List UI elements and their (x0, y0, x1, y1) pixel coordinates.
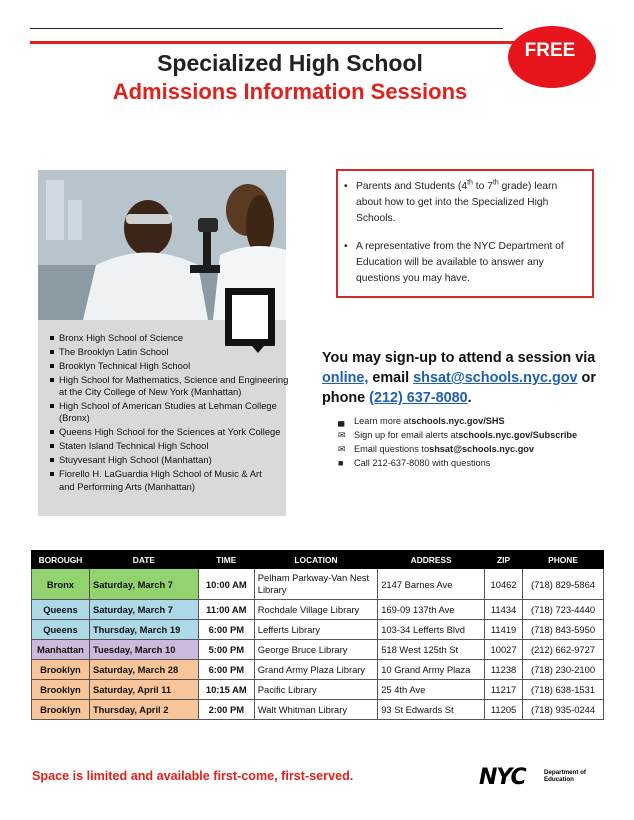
table-cell-phone: (718) 829-5864 (523, 569, 604, 600)
table-cell-zip: 11205 (485, 700, 523, 720)
table-cell-zip: 11419 (485, 620, 523, 640)
table-cell-time: 10:00 AM (198, 569, 254, 600)
table-cell-borough: Brooklyn (32, 660, 90, 680)
table-cell-location: Lefferts Library (254, 620, 377, 640)
table-cell-date: Thursday, March 19 (89, 620, 198, 640)
table-cell-phone: (718) 638-1531 (523, 680, 604, 700)
contact-row-website: ▄ Learn more at schools.nyc.gov/SHS (338, 416, 505, 426)
table-cell-time: 2:00 PM (198, 700, 254, 720)
phone-icon: ■ (338, 458, 344, 468)
column-header: DATE (89, 551, 198, 569)
table-cell-date: Tuesday, March 10 (89, 640, 198, 660)
envelope-icon: ✉ (338, 444, 346, 454)
online-link[interactable]: online, (322, 370, 369, 386)
page-title: Specialized High School (157, 50, 423, 76)
table-cell-date: Saturday, March 7 (89, 600, 198, 620)
email-link[interactable]: shsat@schools.nyc.gov (413, 370, 578, 386)
computer-icon: ▄ (338, 416, 345, 426)
table-cell-phone: (718) 230-2100 (523, 660, 604, 680)
phone-link[interactable]: (212) 637-8080 (369, 390, 468, 406)
table-row (32, 569, 604, 600)
table-cell-address: 169-09 137th Ave (378, 600, 485, 620)
table-row (32, 600, 604, 620)
table-cell-borough: Queens (32, 600, 90, 620)
subscribe-link[interactable]: schools.nyc.gov/Subscribe (458, 430, 578, 440)
table-cell-phone: (718) 843-5950 (523, 620, 604, 640)
session-schedule-table (31, 550, 604, 720)
table-cell-zip: 11238 (485, 660, 523, 680)
footer-note: Space is limited and available first-come, first-served. (32, 769, 354, 783)
list-item: Staten Island Technical High School (49, 440, 291, 452)
column-header: LOCATION (254, 551, 377, 569)
table-cell-time: 6:00 PM (198, 620, 254, 640)
free-badge: FREE (508, 26, 596, 88)
table-cell-address: 25 4th Ave (378, 680, 485, 700)
table-cell-time: 11:00 AM (198, 600, 254, 620)
table-row (32, 680, 604, 700)
contact-row-email: ✉ Email questions to shsat@schools.nyc.gov (338, 444, 535, 454)
table-row (32, 700, 604, 720)
contact-row-subscribe: ✉ Sign up for email alerts at schools.nyc.gov/Subscribe (338, 430, 578, 440)
info-box (336, 169, 594, 298)
table-cell-borough: Brooklyn (32, 680, 90, 700)
email-questions-link[interactable]: shsat@schools.nyc.gov (429, 444, 535, 454)
top-divider (30, 28, 503, 29)
table-cell-zip: 10027 (485, 640, 523, 660)
table-cell-phone: (718) 723-4440 (523, 600, 604, 620)
table-cell-location: Walt Whitman Library (254, 700, 377, 720)
table-cell-time: 6:00 PM (198, 660, 254, 680)
table-cell-location: Pacific Library (254, 680, 377, 700)
table-row (32, 660, 604, 680)
contact-row-phone: ■ Call 212-637-8080 with questions (338, 458, 491, 468)
table-cell-address: 518 West 125th St (378, 640, 485, 660)
table-cell-borough: Brooklyn (32, 700, 90, 720)
table-cell-date: Saturday, March 28 (89, 660, 198, 680)
list-item: Bronx High School of Science (49, 332, 291, 344)
table-cell-phone: (718) 935-0244 (523, 700, 604, 720)
table-cell-address: 103-34 Lefferts Blvd (378, 620, 485, 640)
table-cell-date: Saturday, March 7 (89, 569, 198, 600)
list-item: The Brooklyn Latin School (49, 346, 291, 358)
table-cell-location: Pelham Parkway-Van Nest Library (254, 569, 377, 600)
table-cell-date: Saturday, April 11 (89, 680, 198, 700)
page-subtitle: Admissions Information Sessions (112, 79, 468, 104)
table-cell-address: 2147 Barnes Ave (378, 569, 485, 600)
red-divider (30, 41, 540, 44)
list-item: High School of American Studies at Lehman College (Bronx) (49, 400, 291, 424)
table-cell-borough: Manhattan (32, 640, 90, 660)
table-cell-zip: 11217 (485, 680, 523, 700)
department-label: Department of Education (544, 769, 586, 783)
column-header: ADDRESS (378, 551, 485, 569)
table-cell-location: Grand Army Plaza Library (254, 660, 377, 680)
list-item: Fiorello H. LaGuardia High School of Music & Art and Performing Arts (Manhattan) (49, 468, 291, 492)
column-header: ZIP (485, 551, 523, 569)
info-item-audience: • Parents and Students (4th to 7th grade) learn about how to get into the Specialized High Schools. (344, 179, 582, 226)
info-item-representative: • A representative from the NYC Department of Education will be available to answer any questions you may have. (344, 239, 582, 286)
column-header: BOROUGH (32, 551, 90, 569)
table-cell-date: Thursday, April 2 (89, 700, 198, 720)
school-list (49, 332, 291, 495)
list-item: Stuyvesant High School (Manhattan) (49, 454, 291, 466)
table-row (32, 620, 604, 640)
table-cell-location: Rochdale Village Library (254, 600, 377, 620)
table-cell-time: 10:15 AM (198, 680, 254, 700)
table-cell-location: George Bruce Library (254, 640, 377, 660)
contact-list (338, 414, 628, 470)
envelope-icon: ✉ (338, 430, 346, 440)
list-item: Queens High School for the Sciences at York College (49, 426, 291, 438)
nyc-logo: NYC (479, 765, 526, 790)
table-row (32, 640, 604, 660)
table-cell-zip: 10462 (485, 569, 523, 600)
table-cell-borough: Bronx (32, 569, 90, 600)
table-cell-phone: (212) 662-9727 (523, 640, 604, 660)
table-cell-borough: Queens (32, 620, 90, 640)
website-link[interactable]: schools.nyc.gov/SHS (411, 416, 505, 426)
table-cell-address: 93 St Edwards St (378, 700, 485, 720)
list-item: High School for Mathematics, Science and Engineering at the City College of New York (Manhattan) (49, 374, 291, 398)
table-cell-time: 5:00 PM (198, 640, 254, 660)
column-header: TIME (198, 551, 254, 569)
table-cell-address: 10 Grand Army Plaza (378, 660, 485, 680)
column-header: PHONE (523, 551, 604, 569)
table-cell-zip: 11434 (485, 600, 523, 620)
signup-text: You may sign-up to attend a session via online, email shsat@schools.nyc.gov or phone (212) 637-8080. (322, 350, 596, 406)
list-item: Brooklyn Technical High School (49, 360, 291, 372)
table-header-row (32, 551, 604, 569)
